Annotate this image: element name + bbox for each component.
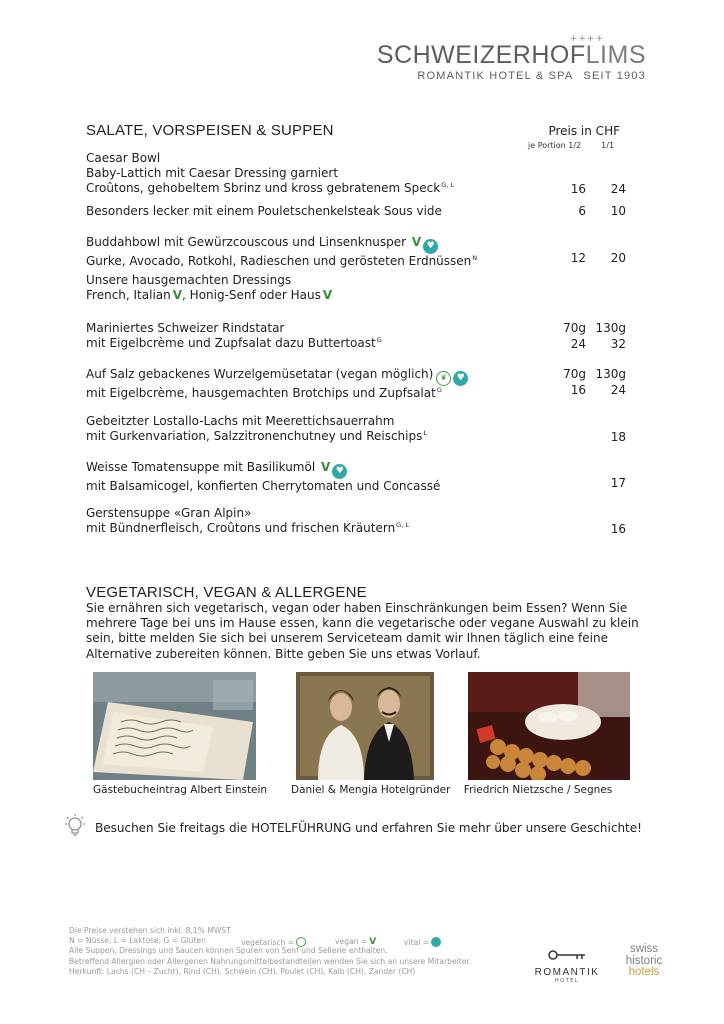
item-description: Besonders lecker mit einem Pouletschenkelsteak Sous vide xyxy=(86,204,442,218)
hotel-logo xyxy=(376,34,646,83)
nietzsche-image xyxy=(468,672,630,780)
vital-heart-icon xyxy=(431,937,441,947)
legend-vegan xyxy=(335,937,376,947)
item-description xyxy=(86,386,626,401)
menu-item xyxy=(86,273,626,307)
item-prices xyxy=(546,204,626,219)
logo-stars: ++++ xyxy=(569,34,604,44)
menu-item xyxy=(86,506,626,538)
photo-guestbook xyxy=(93,672,256,780)
portion-header xyxy=(528,141,614,150)
item-description-text: , Honig-Senf oder Haus xyxy=(182,288,321,302)
price-half: 24 xyxy=(570,337,586,351)
vegetarian-leaf-icon xyxy=(296,937,306,947)
price-full: 24 xyxy=(610,383,626,397)
legend-vegetarian xyxy=(241,937,306,947)
item-description xyxy=(86,254,626,269)
item-prices xyxy=(586,476,626,491)
item-name-text: Weisse Tomatensuppe mit Basilikumöl xyxy=(86,460,316,474)
photo-founders xyxy=(296,672,434,780)
item-sizes xyxy=(546,321,626,336)
item-description xyxy=(86,336,626,351)
item-description-text: mit Eigelbcrème und Zupfsalat dazu Buttertoast xyxy=(86,336,376,350)
photo-nietzsche xyxy=(468,672,630,780)
item-description-text: mit Eigelbcrème, hausgemachten Brotchips und Zupfsalat xyxy=(86,386,436,400)
logo-since: SEIT 1903 xyxy=(583,70,646,82)
swiss-historic-hotels-logo xyxy=(620,944,668,979)
price-full: 16 xyxy=(610,522,626,536)
allergen-marker: G, L xyxy=(396,521,409,529)
item-description xyxy=(86,429,626,444)
price-half: 16 xyxy=(570,383,586,397)
price-full: 24 xyxy=(610,182,626,196)
vital-heart-icon: ♥ xyxy=(332,464,347,479)
item-prices xyxy=(586,430,626,445)
allergen-marker: L xyxy=(423,429,427,437)
item-description xyxy=(86,181,626,196)
allergen-marker: G, L xyxy=(441,181,454,189)
item-name: Gebeitzter Lostallo-Lachs mit Meerettichsauerrahm xyxy=(86,414,395,428)
size-full: 130g xyxy=(595,367,626,381)
size-full: 130g xyxy=(595,321,626,335)
item-sizes xyxy=(546,367,626,382)
portion-half-label: je Portion 1/2 xyxy=(528,141,582,150)
menu-section-title: SALATE, VORSPEISEN & SUPPEN xyxy=(86,122,334,139)
vital-heart-icon: ♥ xyxy=(423,239,438,254)
item-name xyxy=(86,235,626,254)
item-description-text: mit Gurkenvariation, Salzzitronenchutney und Reischips xyxy=(86,429,423,443)
menu-item xyxy=(86,460,626,492)
vegan-icon: V xyxy=(172,288,183,302)
item-description xyxy=(86,288,626,303)
vegetarian-leaf-icon: ❦ xyxy=(436,371,451,386)
price-full: 20 xyxy=(610,251,626,265)
menu-item xyxy=(86,321,626,353)
legend-vegan-label: vegan = xyxy=(335,937,368,946)
footer-notes xyxy=(69,926,539,977)
footer-traces: Alle Suppen, Dressings und Saucen können Spuren von Senf und Sellerie enthalten. xyxy=(69,946,388,956)
photo-caption: Gästebucheintrag Albert Einstein xyxy=(93,784,268,796)
romantik-wordmark: ROMANTIK xyxy=(534,967,600,978)
item-prices xyxy=(546,251,626,266)
logo-name xyxy=(377,42,646,68)
size-half: 70g xyxy=(563,367,586,381)
shh-line-1: swiss xyxy=(629,943,659,955)
item-description: mit Balsamicogel, konfierten Cherrytomaten und Concassé xyxy=(86,479,441,493)
footer-allergen-key: N = Nüsse, L = Laktose, G = Gluten xyxy=(69,936,206,946)
item-prices xyxy=(546,383,626,398)
menu-item xyxy=(86,151,626,197)
vegan-icon: V xyxy=(411,235,422,249)
portion-full-label: 1/1 xyxy=(601,141,615,150)
logo-name-accent: LIMS xyxy=(585,41,646,69)
footer-origin: Herkunft: Lachs (CH – Zucht), Rind (CH), Schwein (CH), Poulet (CH), Kalb (CH), Zander (CH) xyxy=(69,966,416,976)
item-name xyxy=(86,367,626,386)
photo-caption: Friedrich Nietzsche / Segnes xyxy=(463,784,613,796)
menu-item xyxy=(86,414,626,446)
price-full: 17 xyxy=(610,476,626,490)
romantik-logo xyxy=(526,946,608,984)
menu-item xyxy=(86,367,626,399)
logo-name-main: SCHWEIZERHOF xyxy=(376,41,586,69)
item-name: Caesar Bowl xyxy=(86,151,161,165)
vegetarian-section-title: VEGETARISCH, VEGAN & ALLERGENE xyxy=(86,584,367,601)
item-prices xyxy=(546,337,626,352)
item-prices xyxy=(546,182,626,197)
tour-text-before: Besuchen Sie freitags die xyxy=(95,821,252,835)
hotel-tour-note xyxy=(95,821,642,835)
shh-line-2: historic xyxy=(625,954,663,967)
vital-heart-icon: ♥ xyxy=(453,371,468,386)
logo-subtitle-text: ROMANTIK HOTEL & SPA xyxy=(417,70,574,82)
item-name-text: Auf Salz gebackenes Wurzelgemüsetatar (vegan möglich) xyxy=(86,367,434,381)
vegan-icon: V xyxy=(321,460,331,474)
vegetarian-paragraph: Sie ernähren sich vegetarisch, vegan oder haben Einschränkungen beim Essen? Wenn Sie mehrere Tage bei uns im Hause essen, kann die vegetarische oder vegane Auswahl zu klein sein, bitte melden Sie sich bei unserem Serviceteam damit wir Ihnen täglich eine feine Alternative zubereiten können. Bitte geben Sie uns etwas Vorlauf. xyxy=(86,601,639,661)
footer-vat: Die Preise verstehen sich inkl. 8,1% MWST xyxy=(69,926,231,935)
price-full: 18 xyxy=(610,430,626,444)
item-prices xyxy=(586,522,626,537)
photo-caption: Daniel & Mengia Hotelgründer xyxy=(291,784,451,796)
allergen-marker: N xyxy=(472,254,478,262)
romantik-sub: HOTEL xyxy=(554,978,580,984)
price-full: 10 xyxy=(610,204,626,218)
item-name: Unsere hausgemachten Dressings xyxy=(86,273,292,287)
price-half: 16 xyxy=(570,182,586,196)
guestbook-image xyxy=(93,672,256,780)
footer-allergy-note: Betreffend Allergien oder Allergenen Nahrungsmittelbestandteilen wenden Sie sich an unsere Mitarbeiter. xyxy=(69,956,472,966)
allergen-marker: G xyxy=(436,386,442,394)
menu-item xyxy=(86,204,626,220)
item-description xyxy=(86,521,626,536)
legend-vegetarian-label: vegetarisch = xyxy=(241,938,295,947)
vegan-icon: V xyxy=(369,937,377,947)
key-icon xyxy=(547,949,587,961)
allergen-marker: G xyxy=(376,336,382,344)
lightbulb-icon xyxy=(64,812,86,840)
price-header: Preis in CHF xyxy=(548,124,620,138)
item-name xyxy=(86,460,626,479)
tour-highlight: HOTELFÜHRUNG xyxy=(251,821,352,835)
item-name-text: Buddahbowl mit Gewürzcouscous und Linsenknusper xyxy=(86,235,407,249)
item-description-text: Croûtons, gehobeltem Sbrinz und kross gebratenem Speck xyxy=(86,181,441,195)
item-name: Gerstensuppe «Gran Alpin» xyxy=(86,506,252,520)
founders-image xyxy=(296,672,434,780)
price-half: 12 xyxy=(570,251,586,265)
legend-vital-label: vital = xyxy=(404,938,430,947)
price-half: 6 xyxy=(578,204,586,218)
legend-vital xyxy=(404,937,441,947)
item-name: Mariniertes Schweizer Rindstatar xyxy=(86,321,285,335)
item-description-text: mit Bündnerfleisch, Croûtons und frischen Kräutern xyxy=(86,521,396,535)
vegan-icon: V xyxy=(322,288,333,302)
item-description-text: Gurke, Avocado, Rotkohl, Radieschen und gerösteten Erdnüssen xyxy=(86,254,472,268)
size-half: 70g xyxy=(563,321,586,335)
item-description: Baby-Lattich mit Caesar Dressing garniert xyxy=(86,166,339,180)
menu-item xyxy=(86,235,626,267)
logo-subtitle xyxy=(377,69,646,83)
item-description-text: French, Italian xyxy=(86,288,171,302)
tour-text-after: und erfahren Sie mehr über unsere Geschichte! xyxy=(351,821,642,835)
shh-line-3: hotels xyxy=(628,966,660,978)
price-full: 32 xyxy=(610,337,626,351)
